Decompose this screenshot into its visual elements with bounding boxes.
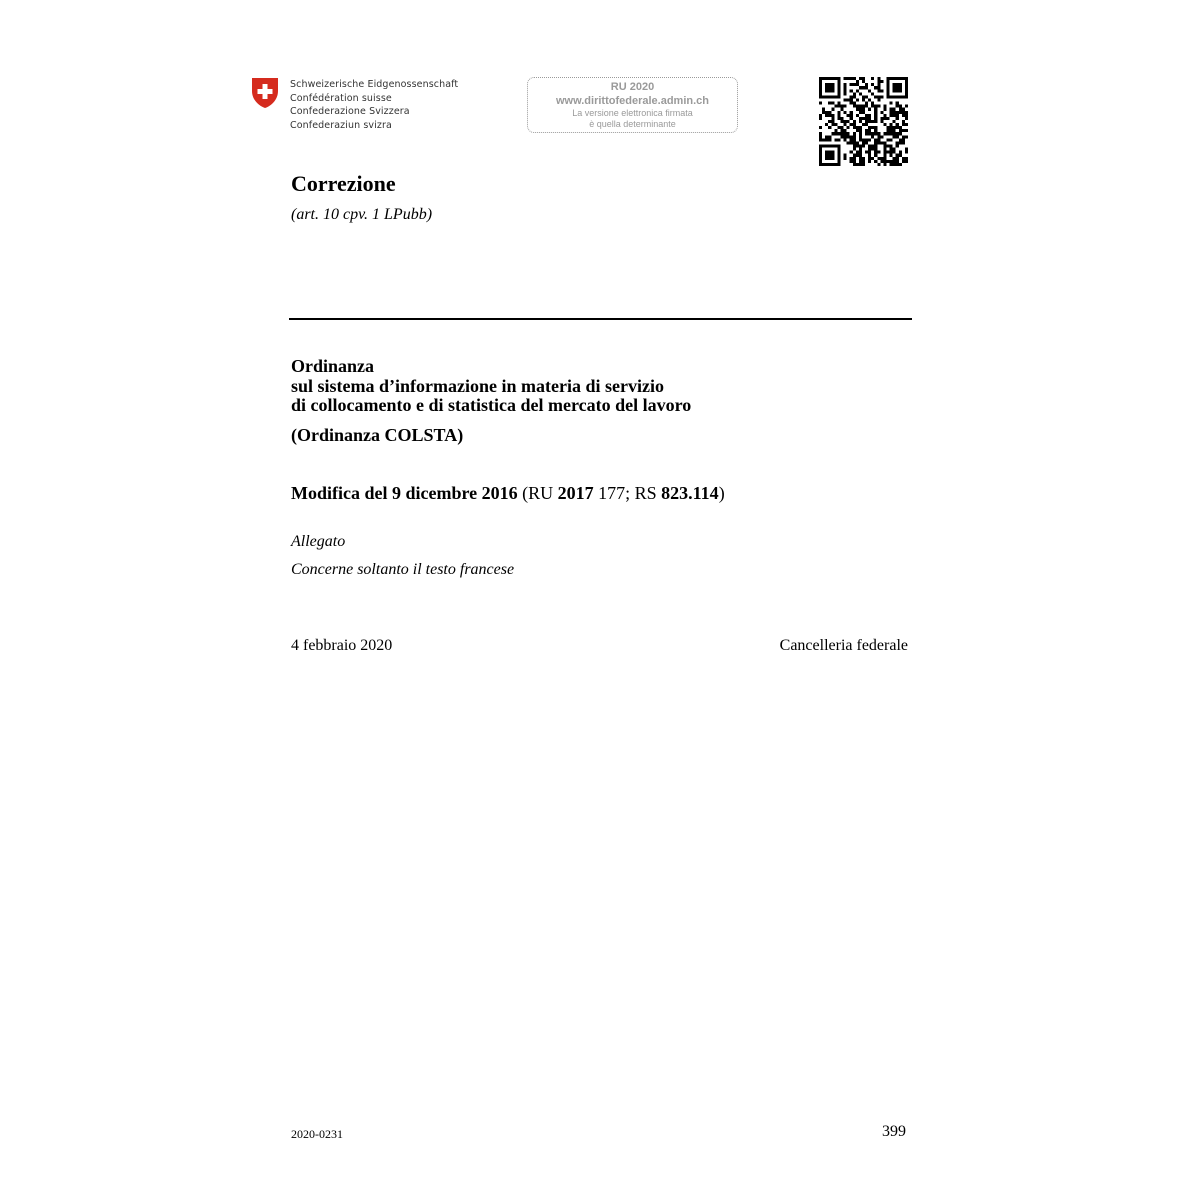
page-number: 399 [882,1123,906,1140]
qr-code-icon [819,77,908,166]
modification-label: Modifica del 9 dicembre 2016 [291,483,518,503]
ordinance-title [291,357,691,416]
legal-basis-subtitle: (art. 10 cpv. 1 LPubb) [291,206,433,223]
modification-ru-year: 2017 [557,483,594,503]
confed-name-de: Schweizerische Eidgenossenschaft [290,79,459,90]
confed-name-it: Confederazione Svizzera [290,106,410,117]
page-title: Correzione [291,171,396,196]
horizontal-divider [289,318,912,320]
electronic-version-stamp [527,77,738,133]
modification-ref-open: (RU [517,483,558,503]
stamp-note-2: è quella determinante [589,119,676,129]
confed-name-rm: Confederaziun svizra [290,119,392,131]
confederation-names [290,78,458,132]
modification-line [291,483,725,504]
document-number: 2020-0231 [291,1127,343,1141]
ordinance-title-line-3: di collocamento e di statistica del mercato del lavoro [291,395,692,415]
stamp-note-1: La versione elettronica firmata [572,108,693,118]
ordinance-title-line-2: sul sistema d’informazione in materia di servizio [291,375,664,396]
swiss-coat-of-arms-icon [251,77,279,109]
annex-note: Concerne soltanto il testo francese [291,561,515,578]
confed-name-fr: Confédération suisse [290,92,392,104]
stamp-website: www.dirittofederale.admin.ch [555,95,709,107]
issuing-authority: Cancelleria federale [779,637,908,654]
stamp-ru-year: RU 2020 [610,81,655,93]
modification-rs-number: 823.114 [661,483,719,503]
ordinance-title-line-1: Ordinanza [291,356,375,376]
modification-ru-page: 177; RS [593,483,662,503]
modification-ref-close: ) [718,483,725,503]
annex-label: Allegato [291,533,346,550]
document-date: 4 febbraio 2020 [291,637,393,654]
ordinance-abbreviation: (Ordinanza COLSTA) [291,425,464,445]
